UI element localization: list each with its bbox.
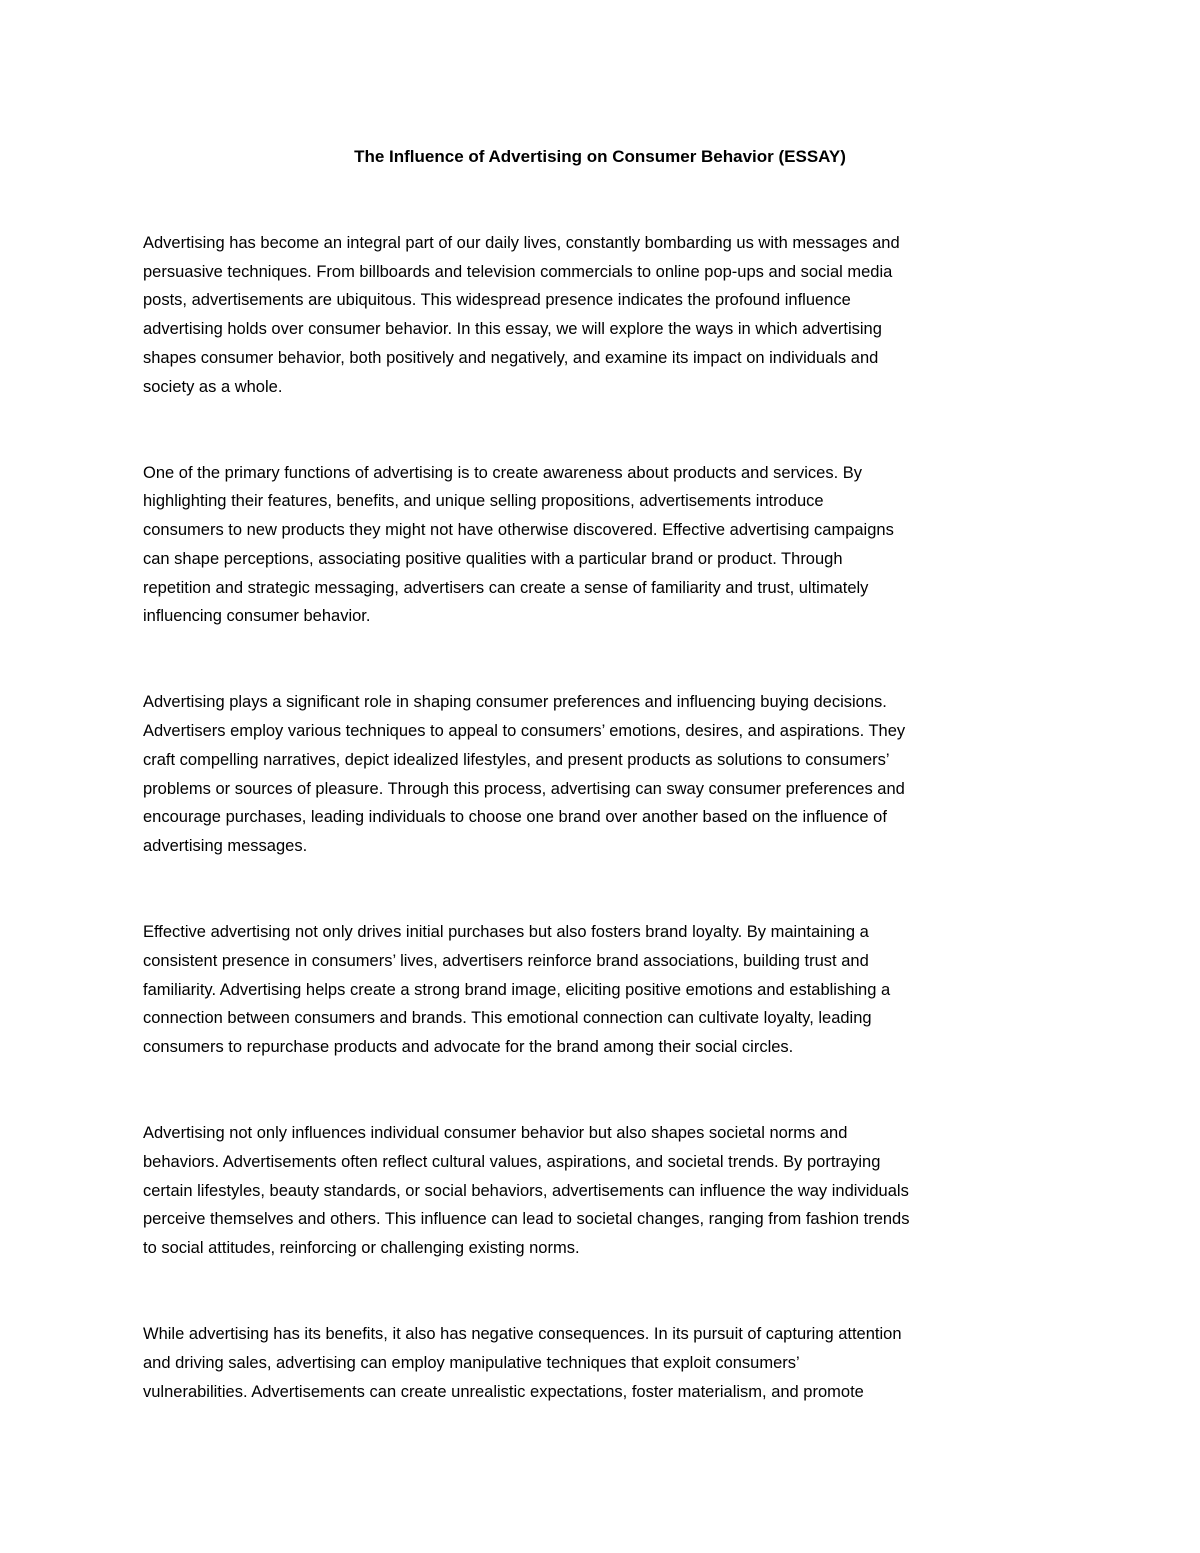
text-line: highlighting their features, benefits, and unique selling propositions, advertisements introduce bbox=[143, 492, 824, 511]
text-line: to social attitudes, reinforcing or challenging existing norms. bbox=[143, 1238, 580, 1257]
text-line: advertising messages. bbox=[143, 836, 308, 855]
text-line: and driving sales, advertising can employ manipulative techniques that exploit consumers’ bbox=[143, 1353, 800, 1372]
text-line: posts, advertisements are ubiquitous. This widespread presence indicates the profound influence bbox=[143, 291, 851, 310]
text-line: problems or sources of pleasure. Through this process, advertising can sway consumer preferences and bbox=[143, 779, 905, 798]
text-line: society as a whole. bbox=[143, 377, 283, 396]
text-line: influencing consumer behavior. bbox=[143, 607, 371, 626]
text-line: advertising holds over consumer behavior. In this essay, we will explore the ways in which advertising bbox=[143, 320, 882, 339]
text-line: craft compelling narratives, depict idealized lifestyles, and present products as solutions to consumers’ bbox=[143, 750, 890, 769]
paragraph-3 bbox=[143, 688, 1063, 860]
text-line: Advertising has become an integral part of our daily lives, constantly bombarding us with messages and bbox=[143, 234, 900, 252]
text-line: consumers to new products they might not have otherwise discovered. Effective advertising campaigns bbox=[143, 521, 894, 540]
text-line: Advertisers employ various techniques to appeal to consumers’ emotions, desires, and aspirations. They bbox=[143, 722, 906, 741]
essay-title: The Influence of Advertising on Consumer Behavior (ESSAY) bbox=[354, 147, 846, 166]
text-line: can shape perceptions, associating positive qualities with a particular brand or product. Through bbox=[143, 549, 843, 568]
text-line: certain lifestyles, beauty standards, or social behaviors, advertisements can influence the way individuals bbox=[143, 1181, 909, 1200]
text-line: perceive themselves and others. This influence can lead to societal changes, ranging from fashion trends bbox=[143, 1210, 910, 1229]
paragraph-2 bbox=[143, 459, 1063, 631]
paragraph-1 bbox=[143, 229, 1063, 401]
text-line: consistent presence in consumers’ lives, advertisers reinforce brand associations, building trust and bbox=[143, 951, 869, 970]
paragraph-6 bbox=[143, 1320, 1063, 1406]
text-line: shapes consumer behavior, both positively and negatively, and examine its impact on individuals and bbox=[143, 348, 879, 367]
text-line: repetition and strategic messaging, advertisers can create a sense of familiarity and trust, ultimately bbox=[143, 578, 869, 597]
text-line: familiarity. Advertising helps create a strong brand image, eliciting positive emotions and establishing a bbox=[143, 980, 891, 999]
text-line: behaviors. Advertisements often reflect cultural values, aspirations, and societal trends. By portraying bbox=[143, 1152, 881, 1171]
text-line: While advertising has its benefits, it also has negative consequences. In its pursuit of capturing attention bbox=[143, 1325, 902, 1344]
text-line: encourage purchases, leading individuals to choose one brand over another based on the influence of bbox=[143, 808, 887, 827]
text-line: Effective advertising not only drives initial purchases but also fosters brand loyalty. By maintaining a bbox=[143, 923, 869, 942]
text-line: Advertising plays a significant role in shaping consumer preferences and influencing buying decisions. bbox=[143, 693, 887, 712]
paragraph-4 bbox=[143, 918, 1063, 1062]
text-line: vulnerabilities. Advertisements can create unrealistic expectations, foster materialism, and promote bbox=[143, 1382, 864, 1401]
essay-body bbox=[143, 229, 1063, 1406]
text-line: persuasive techniques. From billboards and television commercials to online pop-ups and social media bbox=[143, 262, 893, 281]
paragraph-5 bbox=[143, 1119, 1063, 1263]
text-line: consumers to repurchase products and advocate for the brand among their social circles. bbox=[143, 1037, 794, 1056]
text-line: Advertising not only influences individual consumer behavior but also shapes societal norms and bbox=[143, 1124, 848, 1143]
text-line: connection between consumers and brands. This emotional connection can cultivate loyalty, leading bbox=[143, 1009, 872, 1028]
text-line: One of the primary functions of advertising is to create awareness about products and services. By bbox=[143, 463, 863, 482]
